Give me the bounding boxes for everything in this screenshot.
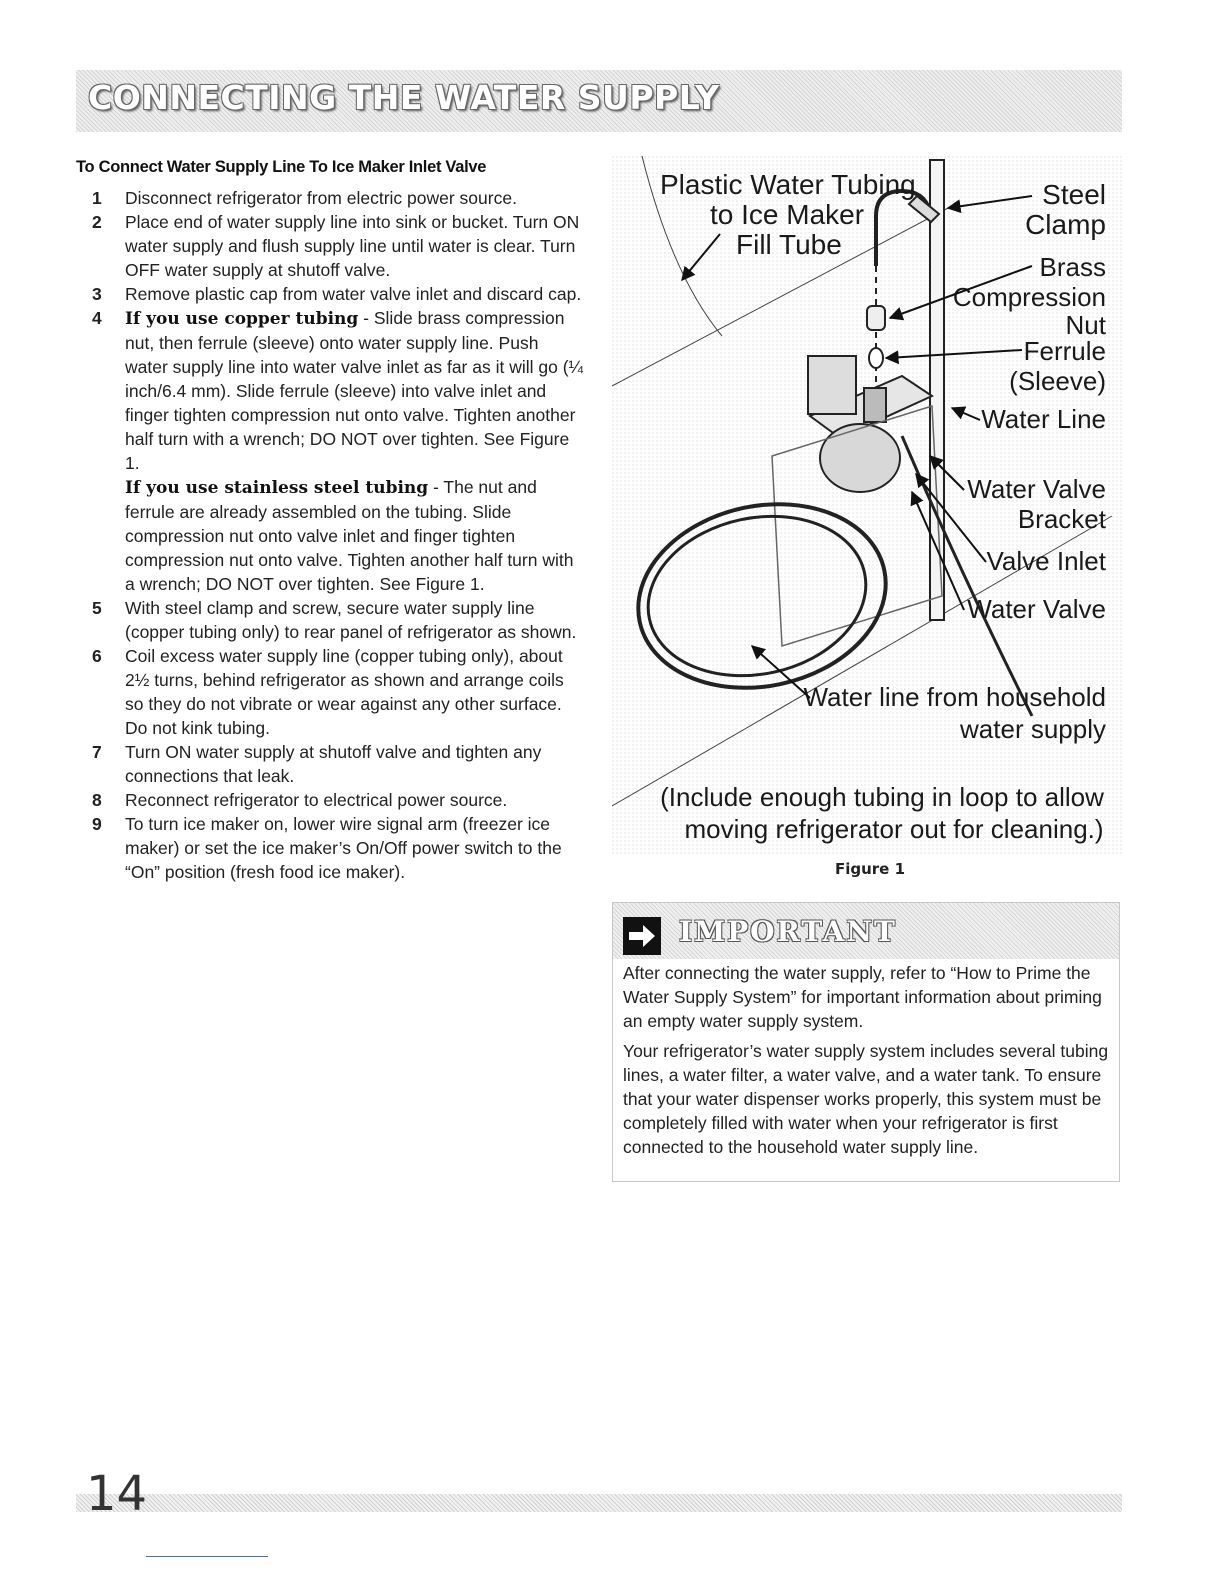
section-heading: To Connect Water Supply Line To Ice Maker Inlet Valve xyxy=(76,158,487,176)
label-brass: Brass xyxy=(1039,252,1106,282)
step-number: 1 xyxy=(92,188,102,208)
list-item xyxy=(76,788,586,812)
label-ferrule: Ferrule xyxy=(1023,336,1106,366)
label-valve-bracket-2: Bracket xyxy=(1017,504,1106,534)
step-text: Reconnect refrigerator to electrical power source. xyxy=(125,790,508,810)
copper-tubing-block xyxy=(125,306,586,475)
step-text: Disconnect refrigerator from electric power source. xyxy=(125,188,517,208)
step-number: 2 xyxy=(92,212,102,232)
label-fill-tube: Fill Tube xyxy=(736,229,842,260)
important-paragraph: After connecting the water supply, refer to “How to Prime the Water Supply System” for important information about priming an empty water supply system. xyxy=(623,963,1102,1031)
solenoid xyxy=(808,356,856,414)
label-sleeve: (Sleeve) xyxy=(1009,366,1106,396)
label-steel: Steel xyxy=(1042,179,1106,210)
label-valve-bracket-1: Water Valve xyxy=(967,474,1106,504)
list-item xyxy=(76,596,586,644)
stainless-tubing-block xyxy=(125,475,586,596)
step-number: 8 xyxy=(92,790,102,810)
footer-rule xyxy=(146,1556,268,1557)
step-text: Remove plastic cap from water valve inlet and discard cap. xyxy=(125,284,582,304)
figure-1 xyxy=(612,156,1122,856)
copper-tubing-lead: If you use copper tubing xyxy=(125,309,359,329)
water-valve-diagram xyxy=(612,156,1122,856)
step-text: Turn ON water supply at shutoff valve and tighten any connections that leak. xyxy=(125,742,542,786)
step-number: 5 xyxy=(92,598,102,618)
header-band xyxy=(76,70,1122,132)
arrow-right-icon xyxy=(623,917,661,955)
step-text: To turn ice maker on, lower wire signal arm (freezer ice maker) or set the ice maker’s On/Off power switch to the “On” position (fresh food ice maker). xyxy=(125,814,562,882)
label-valve-inlet: Valve Inlet xyxy=(986,546,1106,576)
step-text: With steel clamp and screw, secure water supply line (copper tubing only) to rear panel of refrigerator as shown. xyxy=(125,598,577,642)
step-number: 7 xyxy=(92,742,102,762)
steps-list xyxy=(76,186,586,884)
figure-caption: Figure 1 xyxy=(834,860,906,878)
compression-nut xyxy=(867,306,885,330)
stainless-tubing-lead: If you use stainless steel tubing xyxy=(125,478,429,498)
page-title: CONNECTING THE WATER SUPPLY xyxy=(88,78,720,117)
important-band xyxy=(613,903,1119,959)
valve-inlet-fitting xyxy=(864,388,886,422)
step-text: Place end of water supply line into sink or bucket. Turn ON water supply and flush supply line until water is clear. Turn OFF water supply at shutoff valve. xyxy=(125,212,580,280)
label-note-1: (Include enough tubing in loop to allow xyxy=(660,782,1104,812)
step-number: 9 xyxy=(92,814,102,834)
ferrule xyxy=(869,348,883,368)
important-paragraph: Your refrigerator’s water supply system includes several tubing lines, a water filter, a water valve, and a water tank. To ensure that your water dispenser works properly, this system must be completely filled with water when your refrigerator is first connected to the household water supply line. xyxy=(623,1041,1109,1157)
important-text xyxy=(623,961,1115,1165)
label-water-valve: Water Valve xyxy=(967,594,1106,624)
important-title: IMPORTANT xyxy=(679,915,897,948)
important-notice xyxy=(612,902,1120,1182)
list-item xyxy=(76,812,586,884)
list-item xyxy=(76,306,586,596)
list-item xyxy=(76,740,586,788)
list-item xyxy=(76,644,586,740)
step-number: 3 xyxy=(92,284,102,304)
label-household-2: water supply xyxy=(960,714,1106,744)
label-to-ice-maker: to Ice Maker xyxy=(710,199,865,230)
label-plastic-tubing: Plastic Water Tubing xyxy=(660,169,916,200)
list-item xyxy=(76,282,586,306)
step-text: Coil excess water supply line (copper tubing only), about 2½ turns, behind refrigerator as shown and arrange coils so they do not vibrate or wear against any other surface. Do not kink tubing. xyxy=(125,646,564,738)
list-item xyxy=(76,210,586,282)
step-number: 4 xyxy=(92,308,102,328)
step-number: 6 xyxy=(92,646,102,666)
list-item xyxy=(76,186,586,210)
footer-band xyxy=(76,1494,1122,1512)
label-household-1: Water line from household xyxy=(803,682,1106,712)
water-valve-body xyxy=(820,424,900,492)
label-note-2: moving refrigerator out for cleaning.) xyxy=(684,814,1104,844)
label-water-line: Water Line xyxy=(981,404,1106,434)
page-number: 14 xyxy=(86,1466,148,1522)
arrow-right-icon-glyph xyxy=(623,917,661,955)
label-clamp: Clamp xyxy=(1025,209,1106,240)
label-nut: Nut xyxy=(1065,310,1106,340)
step-text: - The nut and ferrule are already assembled on the tubing. Slide compression nut onto valve inlet and finger tighten compression nut onto valve. Tighten another half turn with a wrench; DO NOT over tighten. See Figure 1. xyxy=(125,477,574,594)
label-compression: Compression xyxy=(952,282,1106,312)
step-text: - Slide brass compression nut, then ferrule (sleeve) onto water supply line. Push water supply line into water valve inlet as far as it will go (¼ inch/6.4 mm). Slide ferrule (sleeve) into valve inlet and finger tighten compression nut onto valve. Tighten another half turn with a wrench; DO NOT over tighten. See Figure 1. xyxy=(125,308,584,473)
